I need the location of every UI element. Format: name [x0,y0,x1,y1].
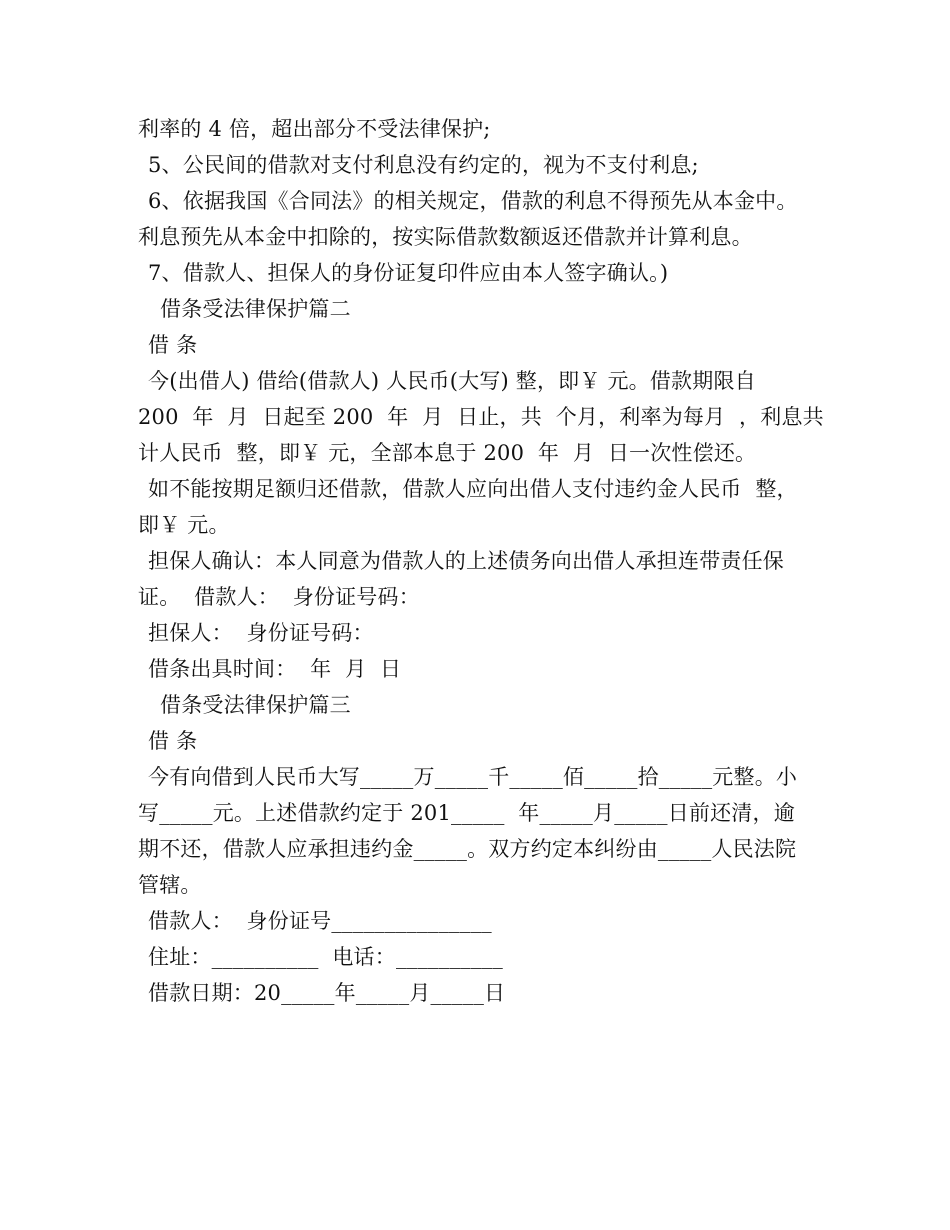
text-line-terms-6: 6、依据我国《合同法》的相关规定，借款的利息不得预先从本金中。 [148,189,798,213]
text-line-amount-2: 写_____元。上述借款约定于 201_____ 年_____月_____日前还清，逾 [138,801,795,825]
text-line-terms-4-end: 利率的 4 倍，超出部分不受法律保护; [138,117,491,141]
text-line-amount-3: 期不还，借款人应承担违约金_____。双方约定本纠纷由_____人民法院 [138,837,797,861]
text-line-guarantor-1: 担保人确认：本人同意为借款人的上述债务向出借人承担连带责任保 [148,549,784,573]
text-line-loan-body-2: 200 年 月 日起至 200 年 月 日止，共 个月，利率为每月 ，利息共 [138,405,824,429]
text-line-guarantor-2: 证。 借款人： 身份证号码： [138,585,420,609]
text-line-loan-body-3: 计人民币 整，即￥ 元，全部本息于 200 年 月 日一次性偿还。 [138,441,757,465]
iou-title-2: 借 条 [148,729,198,753]
text-line-issue-date: 借条出具时间： 年 月 日 [148,657,402,681]
text-line-penalty-2: 即￥ 元。 [138,513,230,537]
iou-title: 借 条 [148,333,198,357]
text-line-amount-1: 今有向借到人民币大写_____万_____千_____佰_____拾_____元整。小 [148,765,798,789]
text-line-address-phone: 住址：__________ 电话：__________ [148,945,503,969]
section-heading-part-three: 借条受法律保护篇三 [160,693,351,717]
text-line-amount-4: 管辖。 [138,873,202,897]
section-heading-part-two: 借条受法律保护篇二 [160,297,351,321]
text-line-loan-date: 借款日期：20_____年_____月_____日 [148,981,506,1005]
text-line-terms-6-cont: 利息预先从本金中扣除的，按实际借款数额返还借款并计算利息。 [138,225,753,249]
text-line-loan-body-1: 今(出借人) 借给(借款人) 人民币(大写) 整，即￥ 元。借款期限自 [148,369,756,393]
text-line-guarantor-id: 担保人： 身份证号码： [148,621,374,645]
text-line-terms-5: 5、公民间的借款对支付利息没有约定的，视为不支付利息; [148,153,699,177]
text-line-borrower-id: 借款人： 身份证号_______________ [148,909,492,933]
text-line-penalty-1: 如不能按期足额归还借款，借款人应向出借人支付违约金人民币 整， [148,477,798,501]
text-line-terms-7: 7、借款人、担保人的身份证复印件应由本人签字确认。) [148,261,669,285]
